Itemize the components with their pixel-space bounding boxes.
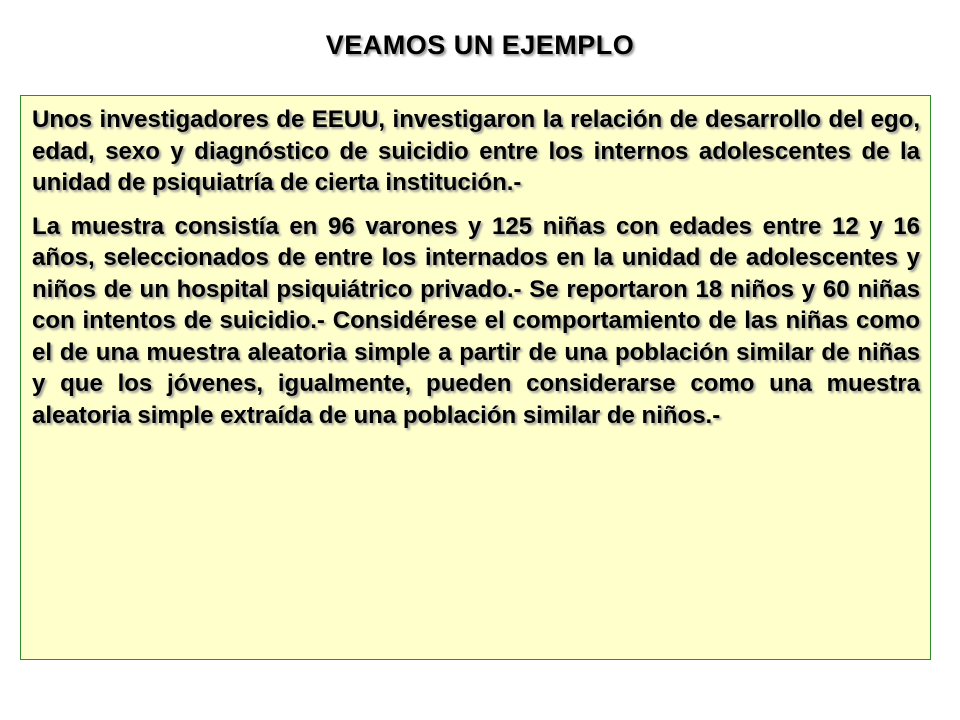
content-textbox	[20, 95, 931, 660]
paragraph-sample: La muestra consistía en 96 varones y 125 niñas con edades entre 12 y 16 años, seleccionados de entre los internados en la unidad de adolescentes y niños de un hospital psiquiátrico privado.- Se reportaron 18 niños y 60 niñas con intentos de suicidio.- Considérese el comportamiento de las niñas como el de una muestra aleatoria simple a partir de una población similar de niñas y que los jóvenes, igualmente, pueden considerarse como una muestra aleatoria simple extraída de una población similar de niños.-	[32, 212, 920, 429]
paragraph-intro: Unos investigadores de EEUU, investigaron la relación de desarrollo del ego, edad, sexo y diagnóstico de suicidio entre los internos adolescentes de la unidad de psiquiatría de cierta institución.-	[32, 106, 920, 196]
slide-title: VEAMOS UN EJEMPLO	[325, 30, 635, 60]
